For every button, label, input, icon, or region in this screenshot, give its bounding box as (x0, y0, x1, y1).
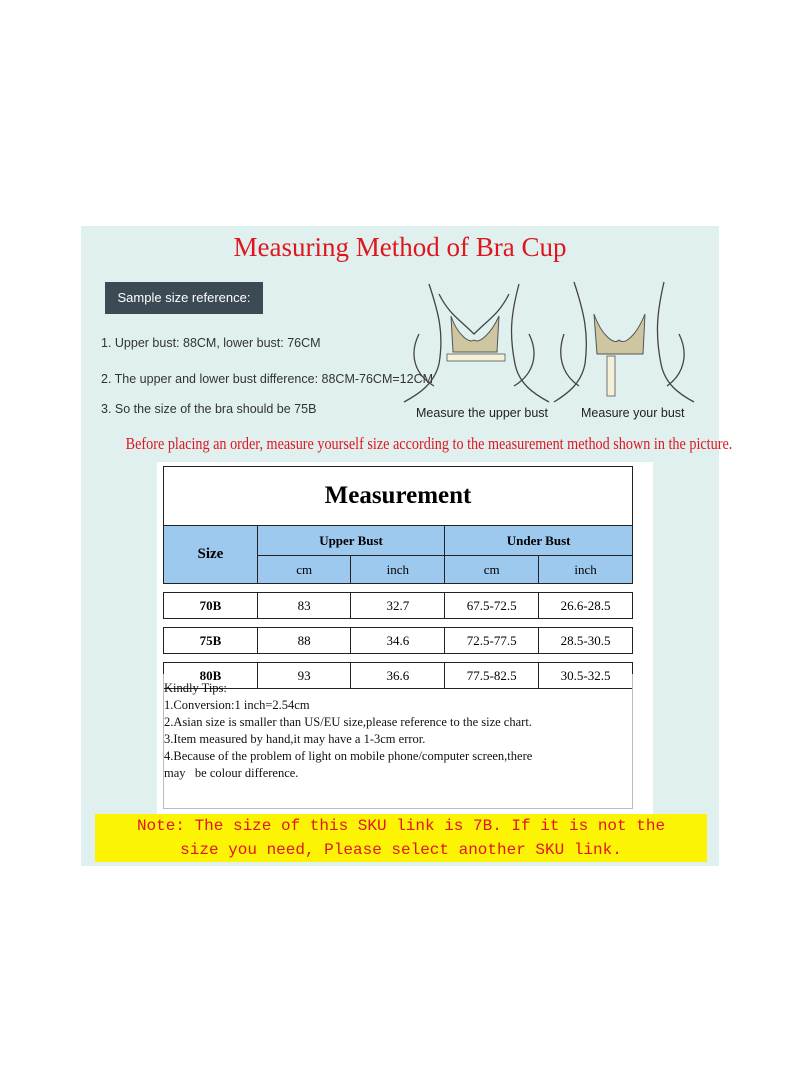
under-cm-cell: 72.5-77.5 (445, 628, 539, 654)
table-row (164, 628, 633, 654)
kindly-tips (163, 674, 633, 809)
sample-size-label: Sample size reference: (105, 282, 263, 314)
under-inch-cell: 30.5-32.5 (539, 663, 633, 689)
sku-note-line-2: size you need, Please select another SKU link. (180, 841, 622, 859)
tip-item: 4.Because of the problem of light on mobile phone/computer screen,there (164, 749, 533, 763)
upper-cm-header: cm (257, 556, 351, 584)
step-1: 1. Upper bust: 88CM, lower bust: 76CM (101, 336, 321, 350)
upper-cm-cell: 88 (257, 628, 351, 654)
tip-item: 3.Item measured by hand,it may have a 1-3cm error. (164, 732, 426, 746)
page-title: Measuring Method of Bra Cup (233, 232, 567, 262)
size-cell: 80B (164, 663, 258, 689)
tip-item: 1.Conversion:1 inch=2.54cm (164, 698, 310, 712)
upper-inch-cell: 34.6 (351, 628, 445, 654)
step-2: 2. The upper and lower bust difference: 88CM-76CM=12CM (101, 372, 434, 386)
tips-heading: Kindly Tips: (164, 681, 227, 695)
upper-cm-cell: 83 (257, 593, 351, 619)
table-spacer (164, 654, 633, 663)
caption-your-bust: Measure your bust (581, 406, 685, 420)
size-cell: 70B (164, 593, 258, 619)
sku-note-line-1: Note: The size of this SKU link is 7B. If it is not the (136, 817, 666, 835)
under-inch-cell: 26.6-28.5 (539, 593, 633, 619)
tip-item: may be colour difference. (164, 766, 299, 780)
upper-inch-cell: 36.6 (351, 663, 445, 689)
table-spacer (164, 584, 633, 593)
size-guide-panel (81, 226, 733, 866)
table-spacer (164, 619, 633, 628)
size-header: Size (164, 526, 258, 584)
table-row (164, 593, 633, 619)
size-cell: 75B (164, 628, 258, 654)
under-bust-header: Under Bust (445, 526, 633, 556)
step-3: 3. So the size of the bra should be 75B (101, 402, 317, 416)
measurement-table (163, 466, 633, 689)
under-inch-cell: 28.5-30.5 (539, 628, 633, 654)
under-cm-header: cm (445, 556, 539, 584)
upper-inch-header: inch (351, 556, 445, 584)
under-cm-cell: 67.5-72.5 (445, 593, 539, 619)
upper-inch-cell: 32.7 (351, 593, 445, 619)
measurement-illustration (399, 274, 699, 404)
order-measure-note: Before placing an order, measure yourself size according to the measurement method shown in the picture. (125, 434, 733, 453)
table-title: Measurement (164, 467, 633, 526)
sku-note (95, 814, 707, 862)
under-inch-header: inch (539, 556, 633, 584)
tip-item: 2.Asian size is smaller than US/EU size,please reference to the size chart. (164, 715, 532, 729)
caption-upper-bust: Measure the upper bust (416, 406, 549, 420)
upper-cm-cell: 93 (257, 663, 351, 689)
upper-bust-header: Upper Bust (257, 526, 444, 556)
under-cm-cell: 77.5-82.5 (445, 663, 539, 689)
